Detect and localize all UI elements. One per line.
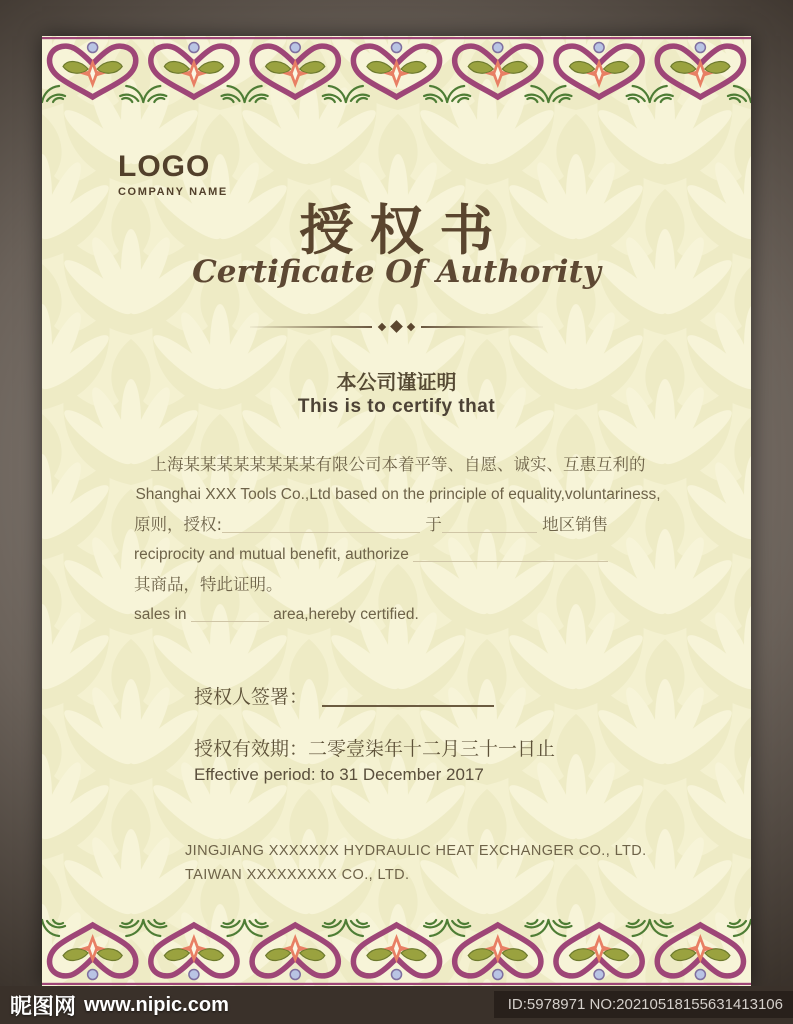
logo-company-name: COMPANY NAME <box>118 186 228 198</box>
signature-blank-field <box>322 683 494 707</box>
ornamental-border-bottom <box>42 918 751 986</box>
body-line-3-suffix: 地区销售 <box>542 515 609 534</box>
company-name-line-1: JINGJIANG XXXXXXX HYDRAULIC HEAT EXCHANGER CO., LTD. <box>185 843 647 859</box>
body-line-6-en <box>134 600 662 630</box>
certificate-body <box>134 450 662 630</box>
region-blank-field <box>442 514 537 533</box>
sales-area-blank-field <box>191 603 269 622</box>
divider-diamond-icon <box>390 320 403 333</box>
signature-row <box>194 682 494 709</box>
divider-diamond-icon <box>378 322 386 330</box>
signature-label: 授权人签署： <box>194 686 309 708</box>
nipic-brand-logo: 昵图网 <box>10 994 77 1020</box>
ornamental-divider <box>42 322 751 331</box>
body-line-4-en <box>134 540 662 570</box>
authorized-company-blank-field <box>222 514 420 533</box>
body-line-1-zh: 上海某某某某某某某某有限公司本着平等、自愿、诚实、互惠互利的 <box>150 455 646 474</box>
watermark-bar <box>0 986 793 1024</box>
validity-line-en: Effective period: to 31 December 2017 <box>194 765 484 784</box>
body-line-3-mid: 于 <box>425 515 442 534</box>
intro-line-en: This is to certify that <box>297 396 496 417</box>
body-line-3-zh <box>134 510 662 540</box>
ornamental-border-top <box>42 36 751 104</box>
certificate-title-en: Certificate Of Authority <box>192 254 601 290</box>
body-line-6-suffix: area,hereby certified. <box>273 606 419 623</box>
body-line-3-prefix: 原则，授权: <box>134 515 223 534</box>
divider-line-right <box>421 326 543 328</box>
nipic-url-text: www.nipic.com <box>84 993 229 1016</box>
body-line-6-prefix: sales in <box>134 606 187 623</box>
body-line-5-zh: 其商品，特此证明。 <box>134 575 283 594</box>
divider-line-left <box>250 326 372 328</box>
validity-line-zh: 授权有效期：二零壹柒年十二月三十一日止 <box>194 738 556 760</box>
company-name-line-2: TAIWAN XXXXXXXXX CO., LTD. <box>185 867 410 883</box>
certificate-title-zh: 授权书 <box>299 198 510 262</box>
image-id-text: ID:5978971 NO:20210518155631413106 <box>494 991 793 1018</box>
company-names-block <box>185 839 647 887</box>
body-line-4-prefix: reciprocity and mutual benefit, authorize <box>134 546 409 563</box>
authorize-blank-field <box>413 543 608 562</box>
certificate-page <box>42 36 751 986</box>
body-line-2-en: Shanghai XXX Tools Co.,Ltd based on the principle of equality,voluntariness, <box>135 486 661 503</box>
intro-line-zh: 本公司谨证明 <box>336 370 457 394</box>
divider-diamond-icon <box>407 322 415 330</box>
logo-text: LOGO <box>118 150 211 183</box>
